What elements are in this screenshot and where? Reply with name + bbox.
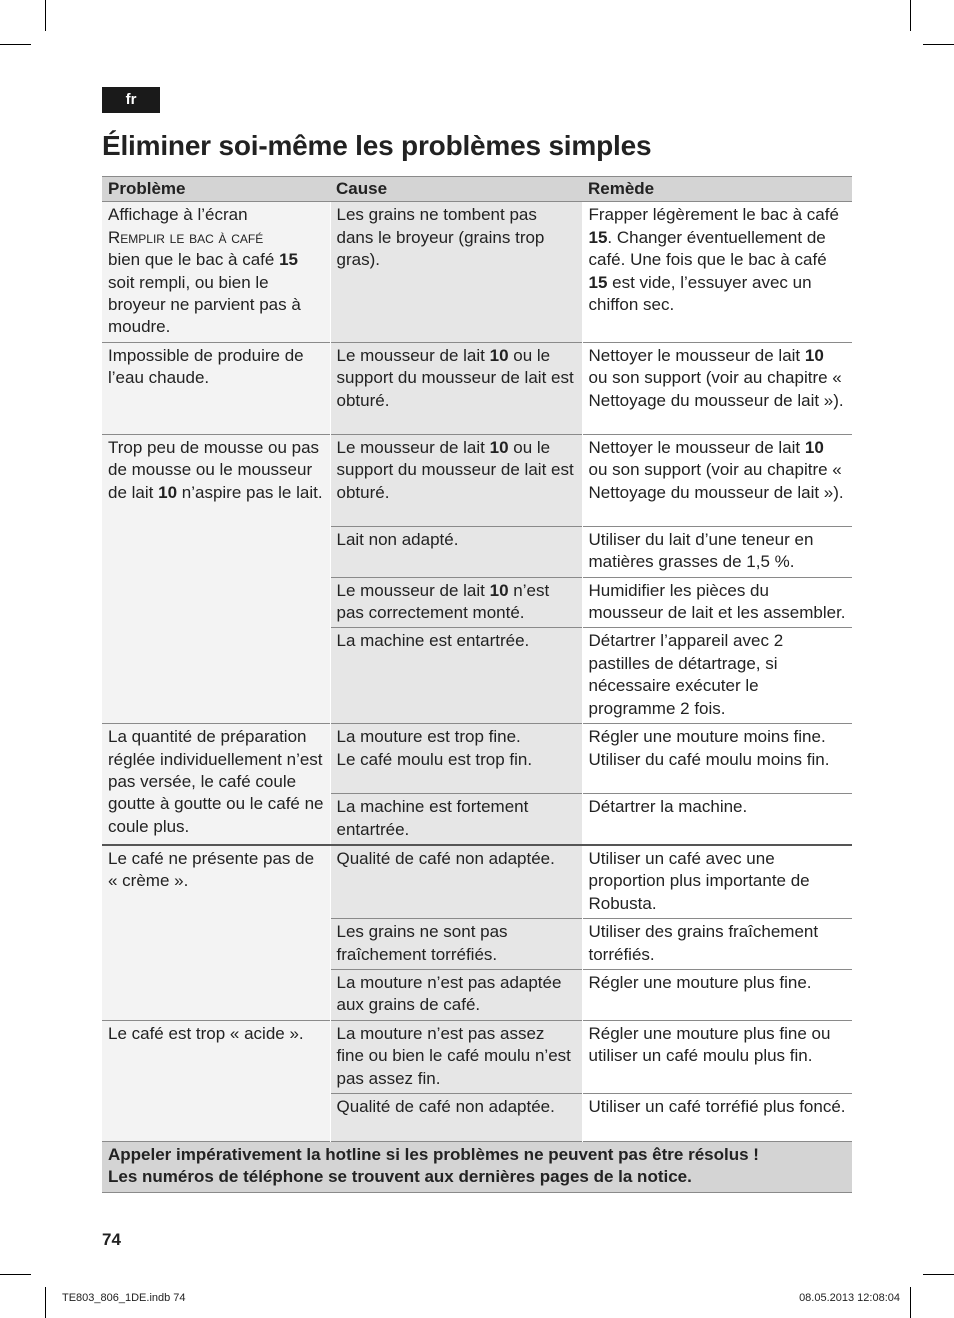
problem-cell: Affichage à l’écran Remplir le bac à café bien que le bac à café 15 soit rempli, ou bien le broyeur ne parvient pas à moudre. (102, 202, 330, 342)
cause-cell: Les grains ne tombent pas dans le broyeur (grains trop gras). (330, 202, 582, 342)
problem-cell: La quantité de préparation réglée individuellement n’est pas versée, le café coule goutte à goutte ou le café ne coule plus. (102, 724, 330, 845)
crop-mark (923, 44, 954, 45)
part-number: 15 (279, 250, 299, 270)
problem-cell: Impossible de produire de l’eau chaude. (102, 342, 330, 434)
table-row (102, 724, 852, 794)
display-message: Remplir le bac à café (108, 227, 264, 247)
table-row (102, 845, 852, 919)
table-row (102, 1020, 852, 1093)
part-number: 10 (804, 437, 824, 457)
hotline-row (102, 1141, 852, 1192)
part-number: 10 (489, 345, 509, 365)
remedy-cell: Nettoyer le mousseur de lait 10 ou son support (voir au chapitre « Nettoyage du mousseur de lait »). (582, 342, 852, 434)
table-row (102, 202, 852, 342)
cause-cell: La mouture est trop fine. Le café moulu est trop fin. (330, 724, 582, 794)
troubleshooting-table (102, 176, 852, 1193)
part-number: 15 (588, 227, 608, 247)
crop-mark (45, 0, 46, 31)
language-tab: fr (102, 87, 160, 113)
cause-cell: Lait non adapté. (330, 526, 582, 577)
header-remedy: Remède (582, 177, 852, 202)
header-problem: Problème (102, 177, 330, 202)
part-number: 10 (158, 482, 178, 502)
crop-mark (910, 1287, 911, 1318)
remedy-cell: Utiliser du lait d’une teneur en matières grasses de 1,5 %. (582, 526, 852, 577)
cause-cell: Qualité de café non adaptée. (330, 1093, 582, 1141)
cause-cell: La machine est entartrée. (330, 628, 582, 724)
problem-cell: Le café ne présente pas de « crème ». (102, 845, 330, 1020)
remedy-cell: Utiliser un café torréfié plus foncé. (582, 1093, 852, 1141)
cause-cell: Le mousseur de lait 10 ou le support du mousseur de lait est obturé. (330, 434, 582, 526)
cause-cell: Le mousseur de lait 10 n’est pas correctement monté. (330, 577, 582, 628)
crop-mark (0, 1274, 31, 1275)
cause-cell: La mouture n’est pas assez fine ou bien le café moulu n’est pas assez fin. (330, 1020, 582, 1093)
footer-date: 08.05.2013 12:08:04 (799, 1292, 900, 1304)
part-number: 10 (489, 437, 509, 457)
remedy-cell: Frapper légèrement le bac à café 15. Changer éventuellement de café. Une fois que le bac à café 15 est vide, l’essuyer avec un chiffon sec. (582, 202, 852, 342)
header-cause: Cause (330, 177, 582, 202)
remedy-cell: Utiliser des grains fraîchement torréfiés. (582, 919, 852, 970)
cause-cell: La machine est fortement entartrée. (330, 794, 582, 845)
table-header-row (102, 177, 852, 202)
remedy-cell: Régler une mouture plus fine. (582, 969, 852, 1020)
page-number: 74 (102, 1230, 121, 1249)
remedy-cell: Détartrer la machine. (582, 794, 852, 845)
remedy-cell: Détartrer l’appareil avec 2 pastilles de détartrage, si nécessaire exécuter le programme 2 fois. (582, 628, 852, 724)
part-number: 15 (588, 272, 608, 292)
remedy-cell: Humidifier les pièces du mousseur de lait et les assembler. (582, 577, 852, 628)
crop-mark (923, 1274, 954, 1275)
problem-cell: Trop peu de mousse ou pas de mousse ou le mousseur de lait 10 n’aspire pas le lait. (102, 434, 330, 723)
remedy-cell: Nettoyer le mousseur de lait 10 ou son support (voir au chapitre « Nettoyage du mousseur de lait »). (582, 434, 852, 526)
crop-mark (0, 44, 31, 45)
part-number: 10 (489, 580, 509, 600)
problem-cell: Le café est trop « acide ». (102, 1020, 330, 1141)
cause-cell: La mouture n’est pas adaptée aux grains de café. (330, 969, 582, 1020)
table-row (102, 434, 852, 526)
crop-mark (910, 0, 911, 31)
crop-mark (45, 1287, 46, 1318)
cause-cell: Le mousseur de lait 10 ou le support du mousseur de lait est obturé. (330, 342, 582, 434)
remedy-cell: Régler une mouture moins fine. Utiliser du café moulu moins fin. (582, 724, 852, 794)
cause-cell: Qualité de café non adaptée. (330, 845, 582, 919)
table-row (102, 342, 852, 434)
page-title: Éliminer soi-même les problèmes simples (102, 130, 652, 161)
part-number: 10 (804, 345, 824, 365)
remedy-cell: Régler une mouture plus fine ou utiliser un café moulu plus fin. (582, 1020, 852, 1093)
footer-file-info: TE803_806_1DE.indb 74 (62, 1292, 186, 1304)
remedy-cell: Utiliser un café avec une proportion plus importante de Robusta. (582, 845, 852, 919)
hotline-note: Appeler impérativement la hotline si les problèmes ne peuvent pas être résolus ! Les numéros de téléphone se trouvent aux dernières pages de la notice. (102, 1141, 852, 1192)
cause-cell: Les grains ne sont pas fraîchement torréfiés. (330, 919, 582, 970)
